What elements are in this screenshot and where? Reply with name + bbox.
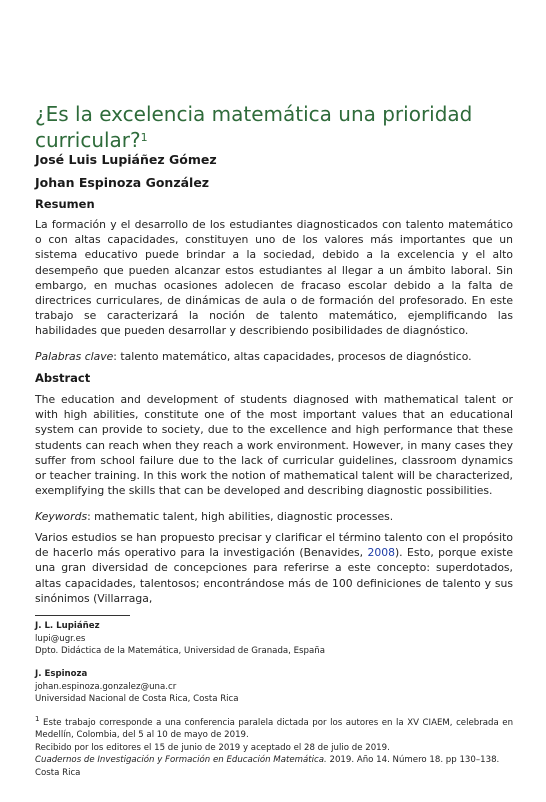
author1-email[interactable]: lupi@ugr.es xyxy=(35,633,86,644)
received-note: Recibido por los editores el 15 de junio de 2019 y aceptado el 28 de julio de 2019. xyxy=(35,742,390,753)
note-text: Este trabajo corresponde a una conferencia paralela dictada por los autores en la XV CIAEM, celebrada en Medellín, Colombia, del 5 al 10 de mayo de 2019. xyxy=(35,717,514,741)
resumen-keywords xyxy=(35,349,513,364)
body-paragraph xyxy=(35,530,513,606)
journal-country: Costa Rica xyxy=(35,767,81,778)
publication-footnote xyxy=(35,713,513,779)
author-1: José Luis Lupiáñez Gómez xyxy=(35,152,217,167)
author2-email[interactable]: johan.espinoza.gonzalez@una.cr xyxy=(35,681,177,692)
citation-link[interactable]: 2008 xyxy=(367,546,395,560)
resumen-heading: Resumen xyxy=(35,197,95,211)
author2-footnote xyxy=(35,668,513,706)
title-text: ¿Es la excelencia matemática una prioridad curricular? xyxy=(35,102,473,153)
resumen-text: La formación y el desarrollo de los estudiantes diagnosticados con talento matemático o con altas capacidades, constituyen uno de los valores más importantes que un sistema educativo puede brindar a la sociedad, debido a la excelencia y el alto desempeño que pueden alcanzar estos estudiantes al llegar a un ámbito laboral. Sin embargo, en muchas ocasiones adolecen de fracaso escolar debido a la falta de directrices curriculares, de dinámicas de aula o de formación del profesorado. En este trabajo se caracterizará la noción de talento matemático, ejemplificando las habilidades que pueden desarrollar y describiendo posibilidades de diagnóstico. xyxy=(35,218,513,338)
abstract-heading: Abstract xyxy=(35,371,91,385)
body-text-start: Varios estudios se han propuesto precisar y clarificar el término talento con el propósito de hacerlo más operativo para la investigación (Benavides, xyxy=(35,531,513,560)
journal-info: 2019. Año 14. Número 18. pp 130–138. xyxy=(326,755,500,766)
body-text-end: ). Esto, porque existe una gran diversidad de concepciones para referirse a este concepto: superdotados, altas capacidades, talentosos; encontrándose más de 100 definiciones de talento y sus sinónimos (Villarraga, xyxy=(35,546,513,605)
journal-line xyxy=(35,754,513,767)
footnote-rule xyxy=(35,615,130,616)
keywords-es: : talento matemático, altas capacidades, procesos de diagnóstico. xyxy=(113,350,472,363)
title-footnote-mark[interactable]: 1 xyxy=(140,131,148,145)
author-2: Johan Espinoza González xyxy=(35,175,210,190)
author1-footnote-name: J. L. Lupiáñez xyxy=(35,621,100,631)
keywords-label-en: Keywords xyxy=(35,510,88,523)
keywords-label-es: Palabras clave xyxy=(35,350,114,363)
author2-footnote-name: J. Espinoza xyxy=(35,669,88,679)
conference-note xyxy=(35,713,513,742)
paper-title xyxy=(35,101,513,153)
abstract-keywords xyxy=(35,509,513,524)
author1-affiliation: Dpto. Didáctica de la Matemática, Universidad de Granada, España xyxy=(35,646,325,656)
author2-affiliation: Universidad Nacional de Costa Rica, Costa Rica xyxy=(35,694,239,704)
journal-name: Cuadernos de Investigación y Formación en Educación Matemática. xyxy=(35,755,327,766)
keywords-en: : mathematic talent, high abilities, diagnostic processes. xyxy=(87,510,394,523)
note-mark: 1 xyxy=(35,715,40,723)
abstract-text: The education and development of students diagnosed with mathematical talent or with high abilities, constitute one of the most important values that an educational system can provide to society, due to the excellence and high performance that these students can reach when they reach a work environment. However, in many cases they suffer from school failure due to the lack of curricular guidelines, classroom dynamics or teacher training. In this work the notion of mathematical talent will be characterized, exemplifying the skills that can be developed and describing diagnostic possibilities. xyxy=(35,393,513,498)
author1-footnote xyxy=(35,620,513,658)
